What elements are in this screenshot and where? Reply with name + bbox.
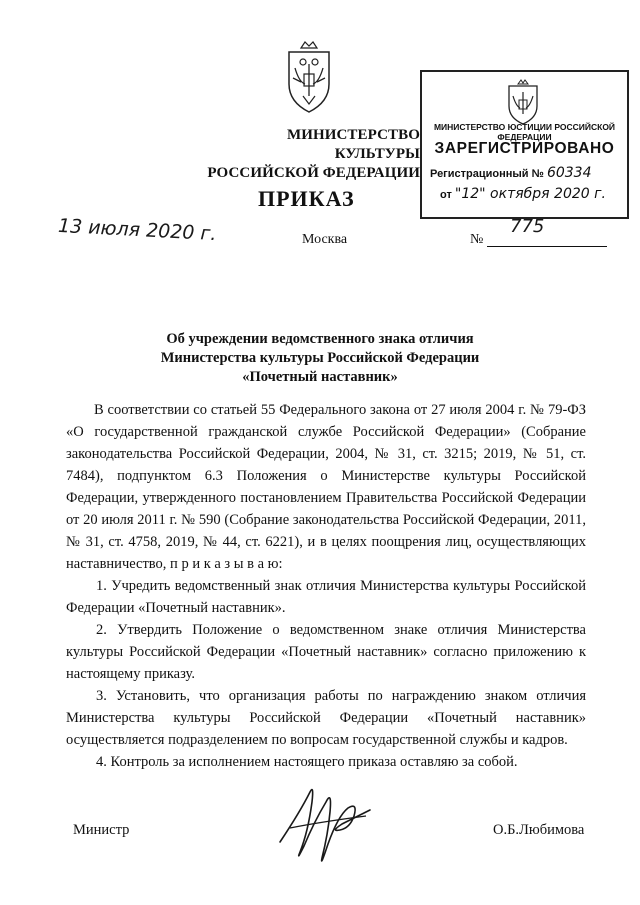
document-title <box>60 330 580 387</box>
clause-4: 4. Контроль за исполнением настоящего приказа оставляю за собой. <box>96 754 518 770</box>
stamp-date-label: от <box>440 189 452 201</box>
clause-2: 2. Утвердить Положение о ведомственном знаке отличия Министерства культуры Российской Федерации «Почетный наставник» согласно приложению к настоящему приказу. <box>66 622 586 682</box>
document-type: ПРИКАЗ <box>258 186 355 211</box>
order-number: 775 <box>510 216 545 237</box>
signer-name: О.Б.Любимова <box>493 822 585 838</box>
stamp-reg-value: 60334 <box>546 165 592 181</box>
registration-stamp <box>420 70 629 219</box>
order-number-line <box>487 246 607 247</box>
coat-of-arms-icon <box>283 38 335 118</box>
stamp-reg-number <box>430 165 591 181</box>
stamp-authority: МИНИСТЕРСТВО ЮСТИЦИИ РОССИЙСКОЙ ФЕДЕРАЦИИ <box>433 122 616 142</box>
clause-1: 1. Учредить ведомственный знак отличия Министерства культуры Российской Федерации «Почетный наставник». <box>66 578 586 616</box>
stamp-reg-label: Регистрационный № <box>430 168 544 180</box>
order-city: Москва <box>302 232 348 247</box>
stamp-date-value: "12" октября 2020 г. <box>454 186 606 202</box>
title-line3: «Почетный наставник» <box>242 369 398 385</box>
ministry-name <box>205 126 420 183</box>
ministry-line1: МИНИСТЕРСТВО КУЛЬТУРЫ <box>286 127 420 162</box>
clause-3: 3. Установить, что организация работы по награждению знаком отличия Министерства культуры Российской Федерации «Почетный наставник» осуществляется подразделением по вопросам государственной службы и кадров. <box>66 688 586 748</box>
order-number-label: № <box>470 232 484 247</box>
order-date: 13 июля 2020 г. <box>57 214 218 246</box>
document-body <box>66 399 586 773</box>
title-line1: Об учреждении ведомственного знака отличия <box>166 331 474 347</box>
coat-of-arms-icon <box>504 78 542 126</box>
ministry-line2: РОССИЙСКОЙ ФЕДЕРАЦИИ <box>207 165 420 181</box>
signer-position: Министр <box>73 822 130 838</box>
preamble-paragraph: В соответствии со статьей 55 Федерального закона от 27 июля 2004 г. № 79-ФЗ «О государственной гражданской службе Российской Федерации» (Собрание законодательства Российской Федерации, 2004, № 31, ст. 3215; 2019, № 51, ст. 7484), подпунктом 6.3 Положения о Министерстве культуры Российской Федерации, утвержденного постановлением Правительства Российской Федерации от 20 июля 2011 г. № 590 (Собрание законодательства Российской Федерации, 2011, № 31, ст. 4758, 2019, № 44, ст. 6221), и в целях поощрения лиц, осуществляющих наставничество, п р и к а з ы в а ю: <box>66 402 586 572</box>
title-line2: Министерства культуры Российской Федерации <box>160 350 480 366</box>
stamp-reg-date <box>440 186 606 202</box>
signature-icon <box>270 772 380 872</box>
stamp-status: ЗАРЕГИСТРИРОВАНО <box>434 140 615 157</box>
